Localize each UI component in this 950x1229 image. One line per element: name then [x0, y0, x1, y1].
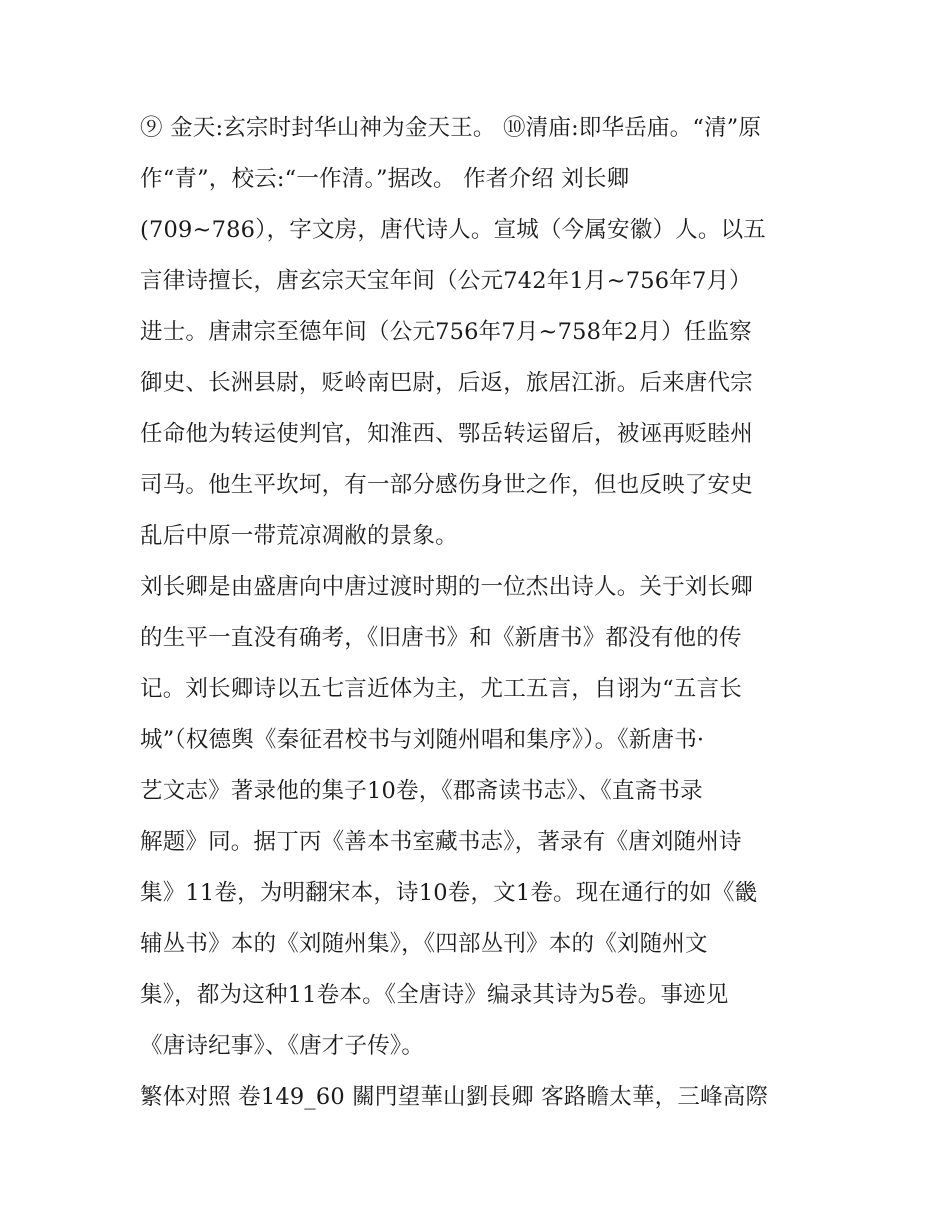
text-line: 繁体对照 卷149_60 關門望華山劉長卿 客路瞻太華，三峰高際 — [140, 1084, 769, 1110]
text-line: 司马。他生平坎坷，有一部分感伤身世之作，但也反映了安史 — [140, 472, 753, 498]
text-line: 进士。唐肃宗至德年间（公元756年7月~758年2月）任监察 — [140, 319, 752, 345]
text-line: 《唐诗纪事》、《唐才子传》。 — [140, 1033, 425, 1059]
text-line: 刘长卿是由盛唐向中唐过渡时期的一位杰出诗人。关于刘长卿 — [140, 574, 753, 600]
text-line: 艺文志》著录他的集子10卷，《郡斋读书志》、《直斋书录 — [140, 778, 703, 804]
text-line: 记。刘长卿诗以五七言近体为主，尤工五言，自诩为“五言长 — [140, 676, 742, 702]
text-line: 任命他为转运使判官，知淮西、鄂岳转运留后，被诬再贬睦州 — [140, 421, 753, 447]
text-line: (709~786），字文房，唐代诗人。宣城（今属安徽）人。以五 — [140, 217, 766, 243]
text-line: 御史、长洲县尉，贬岭南巴尉，后返，旅居江浙。后来唐代宗 — [140, 370, 753, 396]
text-line: 的生平一直没有确考，《旧唐书》和《新唐书》都没有他的传 — [140, 625, 742, 651]
body-text — [140, 103, 820, 1123]
text-line: 作“青”，校云:“一作清。”据改。 作者介绍 刘长卿 — [140, 166, 630, 192]
text-line: 集》11卷，为明翻宋本，诗10卷，文1卷。现在通行的如《畿 — [140, 880, 758, 906]
text-line: 城”（权德舆《秦征君校书与刘随州唱和集序》）。《新唐书· — [140, 727, 705, 753]
text-line: 言律诗擅长，唐玄宗天宝年间（公元742年1月~756年7月） — [140, 268, 752, 294]
text-line: 辅丛书》本的《刘随州集》，《四部丛刊》本的《刘随州文 — [140, 931, 708, 957]
text-line: ⑨ 金天:玄宗时封华山神为金天王。 ⑩清庙:即华岳庙。“清”原 — [140, 115, 762, 141]
text-line: 集》，都为这种11卷本。《全唐诗》编录其诗为5卷。事迹见 — [140, 982, 729, 1008]
text-line: 乱后中原一带荒凉凋敝的景象。 — [140, 523, 458, 549]
text-line: 解题》同。据丁丙《善本书室藏书志》，著录有《唐刘随州诗 — [140, 829, 742, 855]
